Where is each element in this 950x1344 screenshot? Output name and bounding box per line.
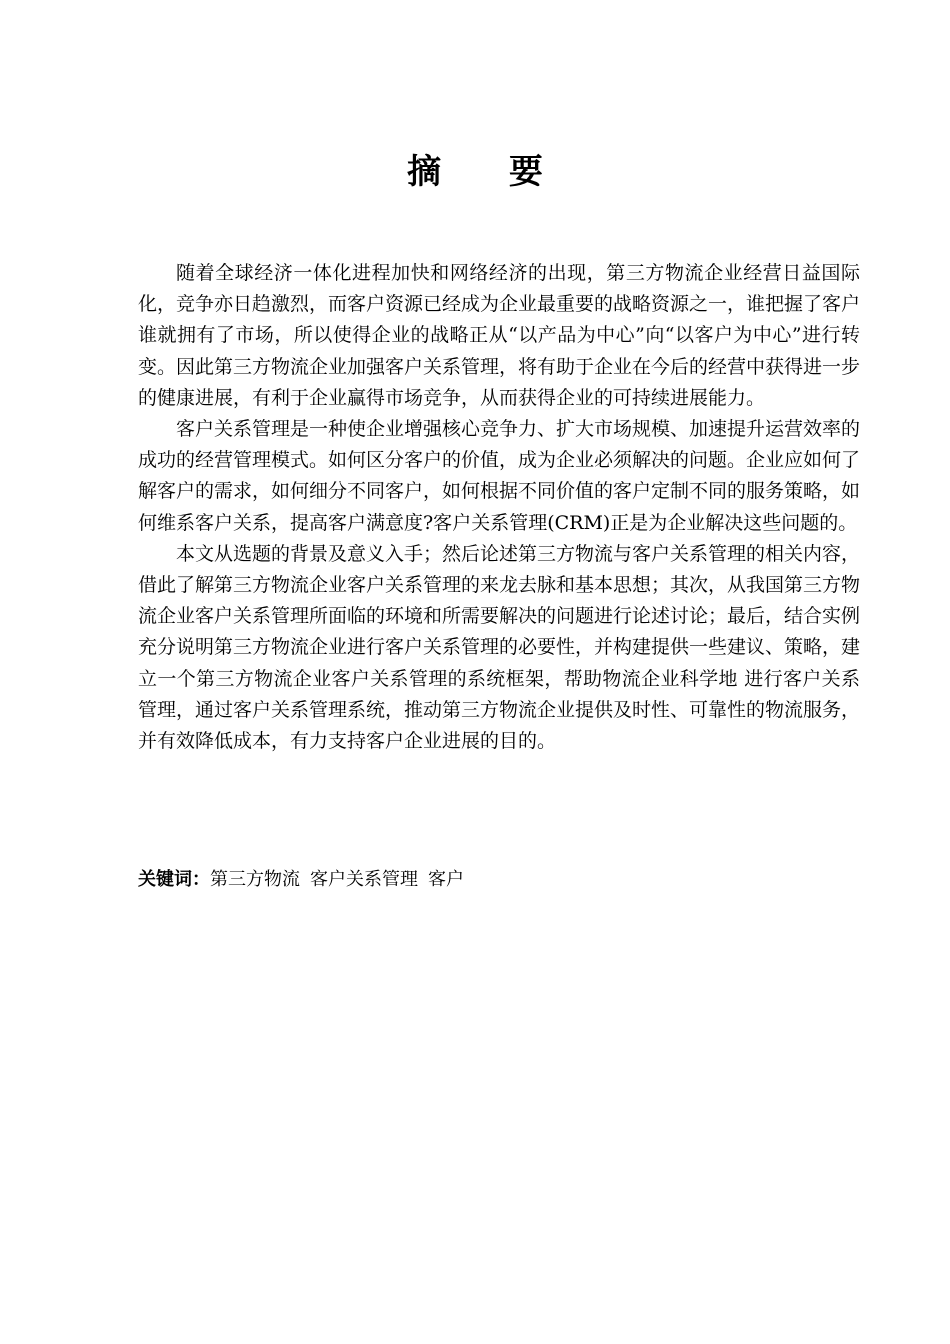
keywords-line — [138, 866, 860, 894]
keyword-item: 第三方物流 — [210, 869, 300, 890]
page-title: 摘 要 — [407, 152, 571, 192]
abstract-paragraph-1: 随着全球经济一体化进程加快和网络经济的出现，第三方物流企业经营日益国际化，竞争亦日趋激烈，而客户资源已经成为企业最重要的战略资源之一，谁把握了客户谁就拥有了市场，所以使得企业的战略正从“以产品为中心”向“以客户为中心”进行转变。因此第三方物流企业加强客户关系管理，将有助于企业在今后的经营中获得进一步的健康进展，有利于企业赢得市场竞争，从而获得企业的可持续进展能力。 — [138, 262, 861, 409]
keyword-item: 客户 — [428, 869, 464, 890]
keyword-item: 客户关系管理 — [310, 869, 418, 890]
abstract-paragraph-2: 客户关系管理是一种使企业增强核心竞争力、扩大市场规模、加速提升运营效率的成功的经营管理模式。如何区分客户的价值，成为企业必须解决的问题。企业应如何了解客户的需求，如何细分不同客户，如何根据不同价值的客户定制不同的服务策略，如何维系客户关系，提高客户满意度?客户关系管理(CRM)正是为企业解决这些问题的。 — [138, 418, 861, 534]
abstract-paragraph-3: 本文从选题的背景及意义入手；然后论述第三方物流与客户关系管理的相关内容，借此了解第三方物流企业客户关系管理的来龙去脉和基本思想；其次，从我国第三方物流企业客户关系管理所面临的环境和所需要解决的问题进行论述讨论；最后，结合实例充分说明第三方物流企业进行客户关系管理的必要性，并构建提供一些建议、策略，建立一个第三方物流企业客户关系管理的系统框架，帮助物流企业科学地 进行客户关系管理，通过客户关系管理系统，推动第三方物流企业提供及时性、可靠性的物流服务，并有效降低成本，有力支持客户企业进展的目的。 — [138, 542, 861, 753]
abstract-body — [138, 258, 860, 757]
keywords-label: 关键词： — [138, 869, 210, 890]
